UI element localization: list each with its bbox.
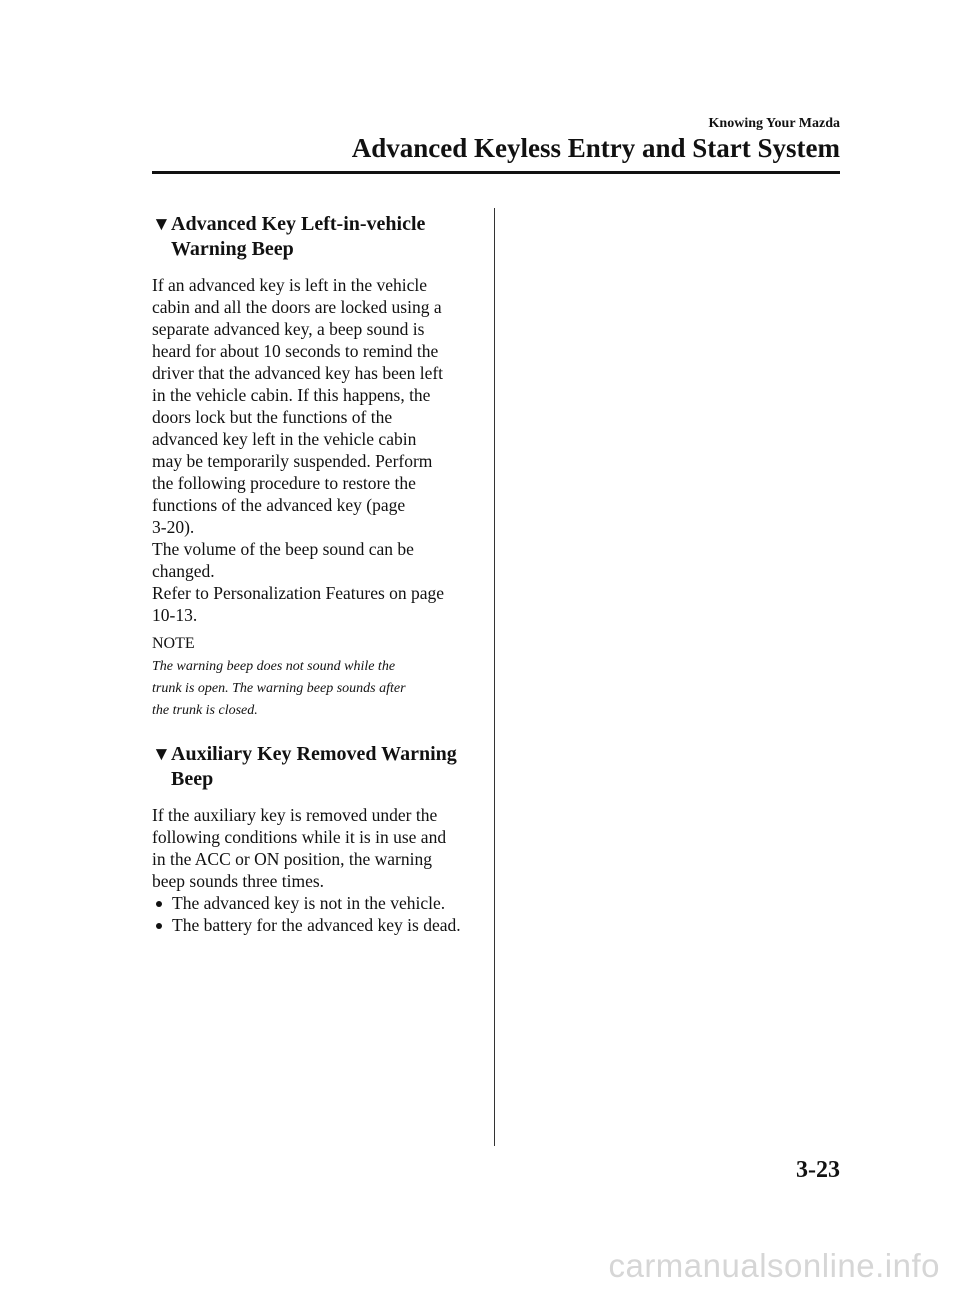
section-body-left-in-vehicle: If an advanced key is left in the vehicle cabin and all the doors are locked using a separate advanced key, a beep sound is heard for about 10 seconds to remind the driver that the advanced key has been left in the vehicle cabin. If this happens, the doors lock but the functions of the advanced key left in the vehicle cabin may be temporarily suspended. Perform the following procedure to restore the functions of the advanced key (page 3-20). The volume of the beep sound can be changed. Refer to Personalization Features on page 10-13. [152,275,445,625]
list-item-text: The battery for the advanced key is dead. [172,915,461,935]
triangle-marker-icon: ▼ [152,214,171,235]
watermark: carmanualsonline.info [608,1247,940,1284]
condition-list [152,892,472,936]
list-item [152,892,472,914]
header-divider [152,171,840,174]
left-column [152,210,472,936]
section-heading-text: Advanced Key Left-in-vehicle Warning Beep [171,213,426,260]
bullet-icon [156,901,162,907]
section-heading-text: Auxiliary Key Removed Warning Beep [171,743,457,790]
note-label: NOTE [152,635,195,652]
section-heading-left-in-vehicle [152,212,472,261]
bullet-icon [156,923,162,929]
section-heading-auxiliary-key [152,742,472,791]
triangle-marker-icon: ▼ [152,744,171,765]
column-divider [494,208,495,1146]
chapter-title: Knowing Your Mazda [708,116,840,131]
page-section-title: Advanced Keyless Entry and Start System [351,133,840,163]
list-item [152,914,472,936]
list-item-text: The advanced key is not in the vehicle. [172,893,446,913]
section-body-auxiliary-key: If the auxiliary key is removed under the following conditions while it is in use and in the ACC or ON position, the warning beep sounds three times. [152,805,447,891]
page-number: 3-23 [796,1157,840,1183]
note-text: The warning beep does not sound while the trunk is open. The warning beep sounds after the trunk is closed. [152,659,406,718]
